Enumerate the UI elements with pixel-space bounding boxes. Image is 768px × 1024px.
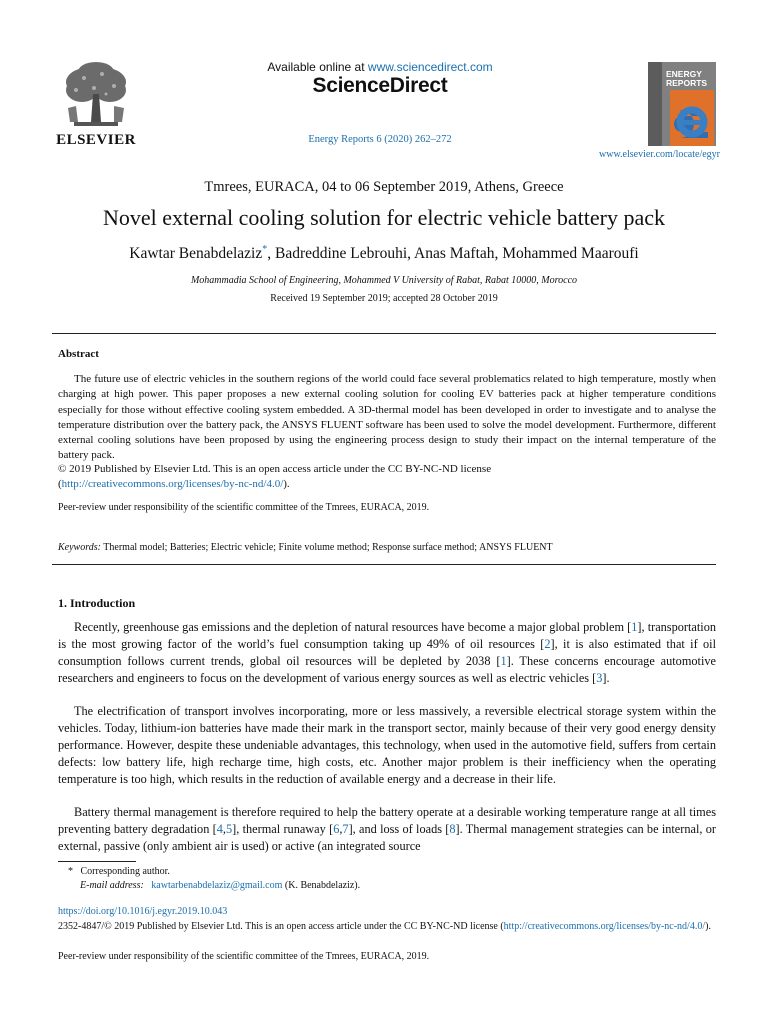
license-link[interactable]: http://creativecommons.org/licenses/by-nc-nd/4.0/: [61, 478, 284, 491]
copyright-close: ).: [705, 921, 711, 932]
citation-link[interactable]: 1: [500, 653, 507, 668]
text-run: ,: [339, 821, 343, 836]
footer-peer-review: Peer-review under responsibility of the scientific committee of the Tmrees, EURACA, 2019.: [58, 951, 430, 962]
divider-top: [52, 333, 716, 334]
text-run: ]. These concerns encourage automotive researchers and engineers to focus on the development of various energy sources as well as electric vehicles [: [58, 653, 716, 685]
corresponding-author-marker[interactable]: *: [262, 244, 268, 255]
sciencedirect-logo: ScienceDirect: [312, 74, 448, 97]
citation-link[interactable]: 1: [631, 620, 638, 634]
citation-link[interactable]: 3: [596, 670, 603, 685]
cover-title-line1: ENERGY: [666, 69, 702, 79]
license-text: © 2019 Published by Elsevier Ltd. This is an open access article under the CC BY-NC-ND license: [58, 463, 492, 475]
peer-review-note: Peer-review under responsibility of the scientific committee of the Tmrees, EURACA, 2019.: [58, 502, 430, 513]
license-paren-close: ).: [283, 478, 290, 491]
abstract-body: The future use of electric vehicles in the southern regions of the world could face several problematics related to high temperature, mostly when charging at high power. This paper proposes a new external cooling solution for cooling EV batteries pack at higher temperature conditions especially for those without effective cooling system embedded. A 3D-thermal model has been developed in order to investigate and to analyse the temperature distribution over the battery pack, the ANSYS FLUENT software has been used to solve the model development. Furthermore, different external cooling solutions have been proposed by using the engineering process design to study their impact on the internal temperature of the battery pack.: [58, 373, 716, 462]
author-list: [0, 244, 768, 263]
copyright-footer: [58, 920, 716, 934]
text-run: ], thermal runaway [: [232, 821, 334, 836]
citation-link[interactable]: 5: [225, 821, 233, 836]
sciencedirect-link[interactable]: www.sciencedirect.com: [367, 60, 493, 74]
citation-link[interactable]: 7: [342, 821, 349, 836]
section-heading-introduction: 1. Introduction: [58, 596, 136, 610]
other-authors: , Badreddine Lebrouhi, Anas Maftah, Mohammed Maaroufi: [267, 245, 639, 263]
email-suffix: (K. Benabdelaziz).: [282, 880, 361, 891]
keywords-label: Keywords:: [58, 542, 101, 553]
text-run: ,: [222, 821, 226, 836]
journal-reference[interactable]: Energy Reports 6 (2020) 262–272: [308, 134, 452, 145]
doi-link[interactable]: https://doi.org/10.1016/j.egyr.2019.10.043: [58, 906, 228, 917]
citation-link[interactable]: 6: [333, 821, 340, 836]
copyright-license-link[interactable]: http://creativecommons.org/licenses/by-nc-nd/4.0/: [503, 921, 706, 932]
abstract-heading: Abstract: [58, 348, 99, 360]
text-run: ]. Thermal management strategies can be internal, or external, passive (only ambient air is used) or active (an integrated source: [58, 821, 716, 853]
text-run: ], and loss of loads [: [348, 821, 450, 836]
citation-link[interactable]: 2: [544, 636, 551, 651]
email-link[interactable]: kawtarbenabdelaziz@gmail.com: [151, 880, 283, 891]
keywords-list: Thermal model; Batteries; Electric vehicle; Finite volume method; Response surface method; ANSYS FLUENT: [100, 542, 553, 553]
intro-paragraph-1: [58, 619, 716, 687]
text-run: ], it is also estimated that if oil consumption follows current trends, global oil resources will be depleted by 2038 [: [58, 636, 716, 668]
text-run: Battery thermal management is therefore required to help the battery operate at a desirable working temperature range at all times preventing battery degradation [: [58, 805, 716, 836]
footnote-corresponding: Corresponding author.: [80, 866, 170, 877]
journal-homepage-link[interactable]: www.elsevier.com/locate/egyr: [599, 149, 720, 160]
footnote-star: *: [68, 866, 73, 877]
divider-bottom: [52, 564, 716, 565]
text-run: ].: [602, 670, 610, 685]
citation-link[interactable]: 8: [449, 821, 456, 836]
text-run: Recently, greenhouse gas emissions and the depletion of natural resources have become a major global problem [: [74, 620, 632, 634]
cover-title-line2: REPORTS: [666, 78, 708, 88]
conference-line: Tmrees, EURACA, 04 to 06 September 2019, Athens, Greece: [204, 179, 564, 195]
intro-paragraph-3: [58, 804, 716, 855]
corresponding-author-footnote: [68, 866, 170, 877]
intro-paragraph-2: The electrification of transport involves incorporating, more or less massively, a reversible electrical storage system within the vehicles. Today, lithium-ion batteries have made their mark in the transport sector, mainly because of their very good energy density performance. However, despite these undeniable advantages, this technology, when used in the automotive field, suffers from certain defects: low battery life, high recharge time, high costs, etc. Another major problem is their inefficiency when the operating temperature is too high, which results in the reduction of available energy and a decrease in their life.: [58, 704, 716, 786]
affiliation: Mohammadia School of Engineering, Mohammed V University of Rabat, Rabat 10000, Morocco: [190, 275, 578, 286]
available-online-line: [210, 60, 550, 74]
article-title: Novel external cooling solution for electric vehicle battery pack: [103, 205, 665, 230]
email-footnote: [80, 880, 360, 891]
citation-link[interactable]: 4: [216, 821, 223, 836]
journal-cover-image: [648, 62, 716, 146]
license-statement: [58, 462, 716, 493]
copyright-text: 2352-4847/© 2019 Published by Elsevier Ltd. This is an open access article under the CC BY-NC-ND license (: [58, 921, 504, 932]
first-author: Kawtar Benabdelaziz: [129, 245, 263, 263]
footnote-divider: [58, 861, 136, 862]
keywords-line: [58, 542, 716, 553]
received-dates: Received 19 September 2019; accepted 28 October 2019: [270, 293, 498, 304]
text-run: ], transportation is the most growing factor of the world’s fuel consumption taking up 49% of oil resources [: [58, 620, 716, 651]
publisher-name: ELSEVIER: [56, 132, 136, 148]
email-label: E-mail address:: [80, 880, 144, 891]
license-paren-open: (: [58, 478, 62, 491]
available-online-text: Available online at: [267, 60, 368, 74]
